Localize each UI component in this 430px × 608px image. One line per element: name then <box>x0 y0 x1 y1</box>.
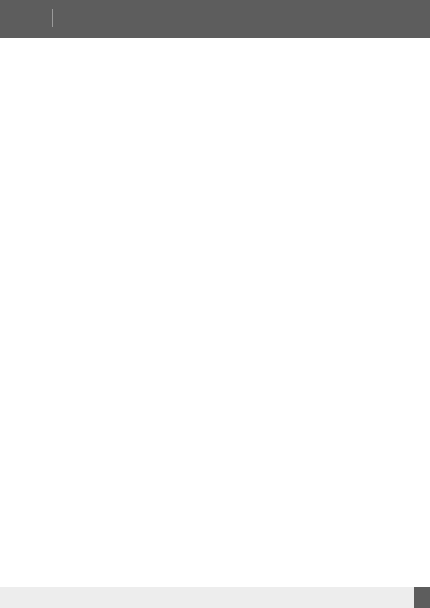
page-footer <box>0 587 430 608</box>
header-divider <box>52 9 53 27</box>
page-header <box>0 0 430 38</box>
footer-tab <box>414 587 430 608</box>
